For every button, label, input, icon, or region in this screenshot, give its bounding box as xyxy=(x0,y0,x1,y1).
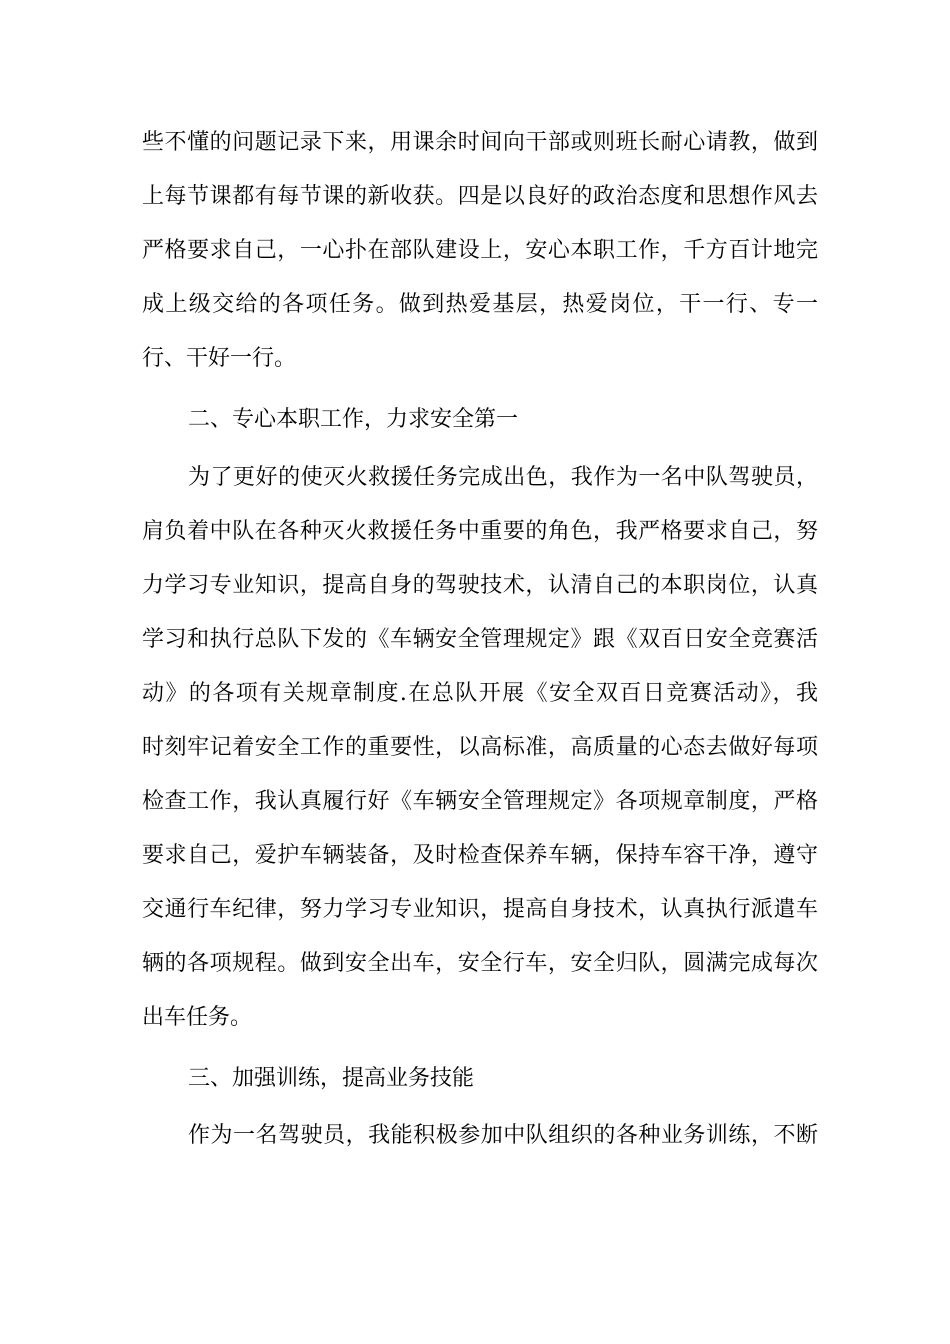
body-text-line: 辆的各项规程。做到安全出车，安全行车，安全归队，圆满完成每次 xyxy=(142,951,818,976)
section-heading: 二、专心本职工作，力求安全第一 xyxy=(188,407,519,432)
body-text-line: 作为一名驾驶员，我能积极参加中队组织的各种业务训练，不断 xyxy=(188,1123,818,1148)
body-text-line: 学习和执行总队下发的《车辆安全管理规定》跟《双百日安全竞赛活 xyxy=(142,627,818,652)
body-text-line: 时刻牢记着安全工作的重要性，以高标准，高质量的心态去做好每项 xyxy=(142,735,818,760)
body-text-line: 成上级交给的各项任务。做到热爱基层，热爱岗位，干一行、专一 xyxy=(142,292,818,317)
body-text-line: 上每节课都有每节课的新收获。四是以良好的政治态度和思想作风去 xyxy=(142,184,818,209)
body-text-line: 力学习专业知识，提高自身的驾驶技术，认清自己的本职岗位，认真 xyxy=(142,573,818,598)
body-text-line: 些不懂的问题记录下来，用课余时间向干部或则班长耐心请教，做到 xyxy=(142,130,818,155)
body-text-line: 为了更好的使灭火救援任务完成出色，我作为一名中队驾驶员， xyxy=(188,465,818,490)
body-text-line: 检查工作，我认真履行好《车辆安全管理规定》各项规章制度，严格 xyxy=(142,789,818,814)
body-text-line: 出车任务。 xyxy=(142,1005,253,1030)
body-text-line: 交通行车纪律，努力学习专业知识，提高自身技术，认真执行派遣车 xyxy=(142,897,818,922)
body-text-line: 动》的各项有关规章制度.在总队开展《安全双百日竞赛活动》，我 xyxy=(142,681,818,706)
body-text-line: 要求自己，爱护车辆装备，及时检查保养车辆，保持车容干净，遵守 xyxy=(142,843,818,868)
section-heading: 三、加强训练，提高业务技能 xyxy=(188,1066,475,1091)
body-text-line: 肩负着中队在各种灭火救援任务中重要的角色，我严格要求自己，努 xyxy=(142,519,818,544)
body-text-line: 行、干好一行。 xyxy=(142,346,297,371)
body-text-line: 严格要求自己，一心扑在部队建设上，安心本职工作，千方百计地完 xyxy=(142,238,818,263)
